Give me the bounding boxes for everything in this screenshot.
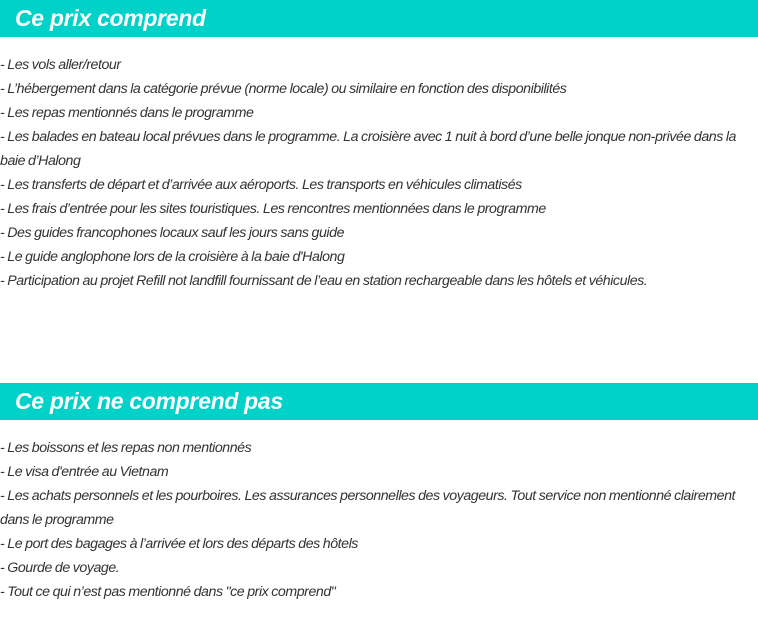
- included-list: [0, 53, 758, 293]
- list-item: - Des guides francophones locaux sauf les jours sans guide: [0, 225, 345, 241]
- list-item: - Le visa d'entrée au Vietnam: [0, 464, 169, 480]
- included-section-header: Ce prix comprend: [0, 0, 758, 37]
- list-item: - Les boissons et les repas non mentionnés: [0, 440, 252, 456]
- excluded-section-header: Ce prix ne comprend pas: [0, 383, 758, 420]
- list-item: - Les achats personnels et les pourboires. Les assurances personnelles des voyageurs. Tout service non mentionné clairement dans le programme: [0, 488, 736, 528]
- excluded-list: [0, 436, 758, 604]
- list-item: - Les transferts de départ et d’arrivée aux aéroports. Les transports en véhicules climatisés: [0, 177, 522, 193]
- list-item: - Tout ce qui n’est pas mentionné dans "ce prix comprend": [0, 584, 336, 600]
- list-item: - Les frais d’entrée pour les sites touristiques. Les rencontres mentionnées dans le programme: [0, 201, 546, 217]
- list-item: - Gourde de voyage.: [0, 560, 120, 576]
- list-item: - Les vols aller/retour: [0, 57, 121, 73]
- list-item: - Les balades en bateau local prévues dans le programme. La croisière avec 1 nuit à bord d’une belle jonque non-privée dans la baie d’Halong: [0, 129, 736, 169]
- list-item: - Le port des bagages à l’arrivée et lors des départs des hôtels: [0, 536, 358, 552]
- list-item: - Les repas mentionnés dans le programme: [0, 105, 254, 121]
- list-item: - Participation au projet Refill not landfill fournissant de l’eau en station rechargeable dans les hôtels et véhicules.: [0, 273, 648, 289]
- list-item: - L’hébergement dans la catégorie prévue (norme locale) ou similaire en fonction des disponibilités: [0, 81, 567, 97]
- list-item: - Le guide anglophone lors de la croisière à la baie d'Halong: [0, 249, 345, 265]
